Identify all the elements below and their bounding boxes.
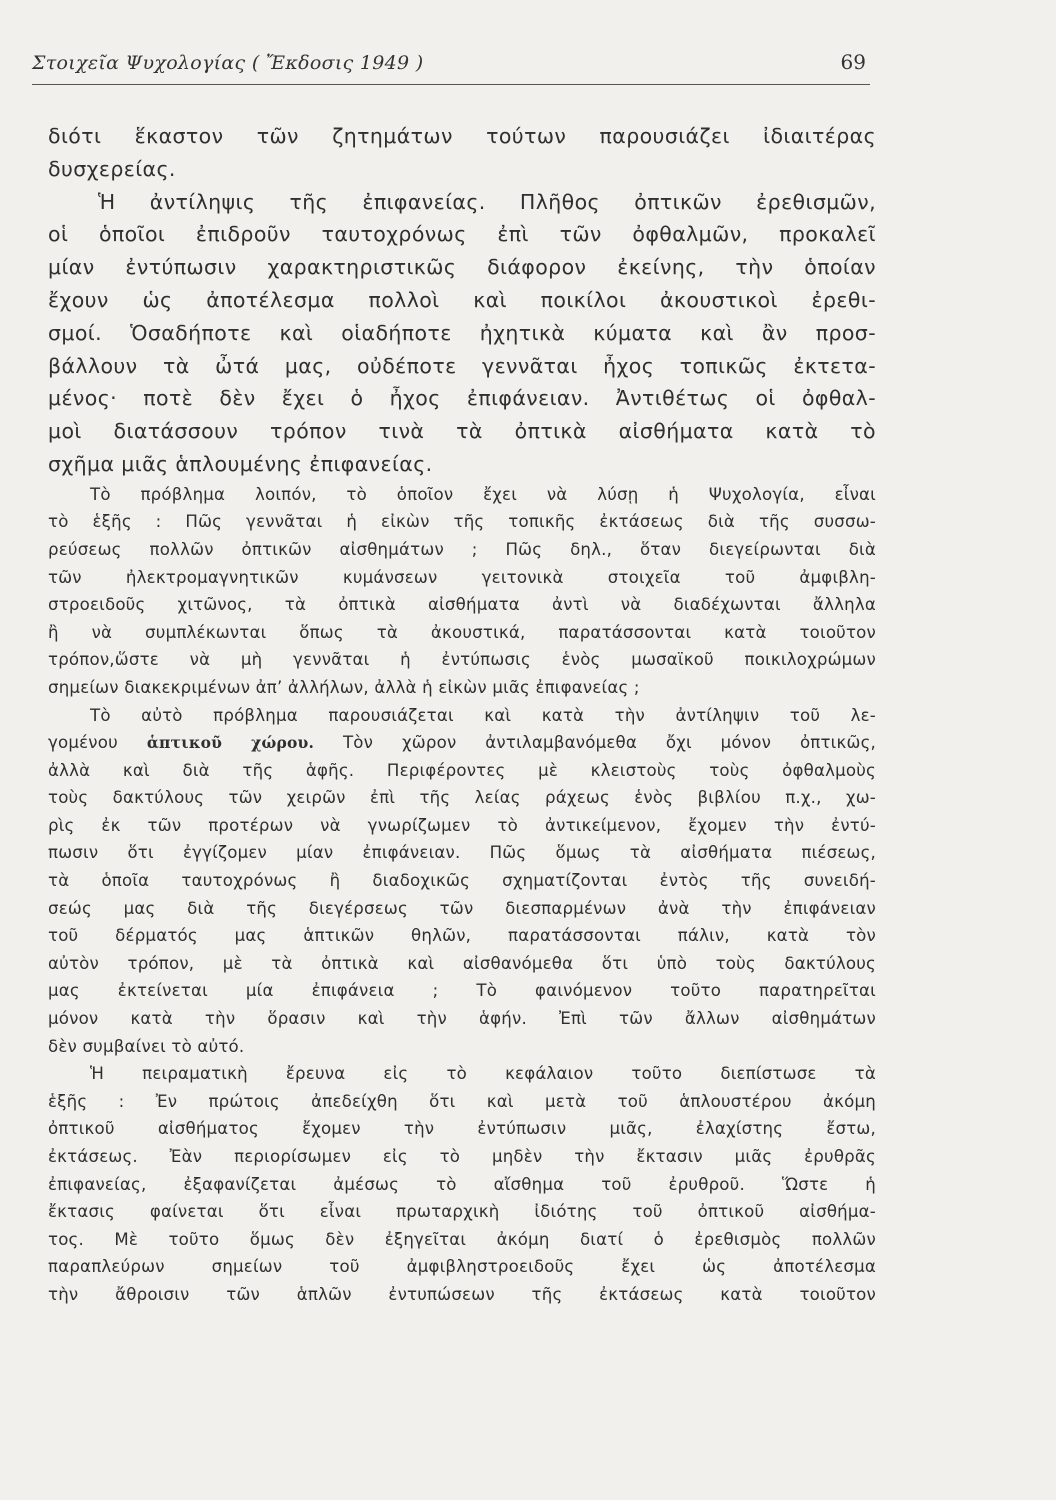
text-line: παραπλεύρων σημείων τοῦ ἀμφιβληστροειδοῦς ἔχει ὡς ἀποτέλεσμα <box>48 1257 876 1277</box>
paragraph-problem <box>48 481 876 702</box>
text-line: ρεύσεως πολλῶν ὀπτικῶν αἰσθημάτων ; Πῶς δηλ., ὅταν διεγείρωνται διὰ <box>48 539 876 559</box>
text-line: μοὶ διατάσσουν τρόπον τινὰ τὰ ὀπτικὰ αἰσθήματα κατὰ τὸ <box>48 419 876 444</box>
text-line: πωσιν ὅτι ἐγγίζομεν μίαν ἐπιφάνειαν. Πῶς ὅμως τὰ αἰσθήματα πιέσεως, <box>48 843 876 863</box>
text-line: ἀλλὰ καὶ διὰ τῆς ἁφῆς. Περιφέροντες μὲ κλειστοὺς τοὺς ὀφθαλμοὺς <box>48 760 876 780</box>
text-line: σεώς μας διὰ τῆς διεγέρσεως τῶν διεσπαρμένων ἀνὰ τὴν ἐπιφάνειαν <box>48 898 876 918</box>
text-line: τοῦ δέρματός μας ἁπτικῶν θηλῶν, παρατάσσονται πάλιν, κατὰ τὸν <box>48 926 876 946</box>
text-fragment: Τὸν χῶρον ἀντιλαμβανόμεθα ὄχι μόνον ὀπτικῶς, <box>342 733 876 753</box>
text-line: διότι ἕκαστον τῶν ζητημάτων τούτων παρουσιάζει ἰδιαιτέρας <box>48 124 876 148</box>
text-line: ἐπιφανείας, ἐξαφανίζεται ἀμέσως τὸ αἴσθημα τοῦ ἐρυθροῦ. Ὥστε ἡ <box>48 1174 876 1194</box>
text-line: δυσχερείας. <box>48 156 176 181</box>
text-line: μένος· ποτὲ δὲν ἔχει ὁ ἦχος ἐπιφάνειαν. Ἀντιθέτως οἱ ὀφθαλ- <box>48 386 876 411</box>
running-header <box>32 46 870 86</box>
text-fragment: γομένου <box>48 733 118 753</box>
page-number: 69 <box>840 50 866 74</box>
text-line: τῶν ἠλεκτρομαγνητικῶν κυμάνσεων γειτονικὰ στοιχεῖα τοῦ ἀμφιβλη- <box>48 567 876 587</box>
text-line <box>48 729 876 757</box>
text-line: σημείων διακεκριμένων ἀπ’ ἀλλήλων, ἀλλὰ ἡ εἰκὼν μιᾶς ἐπιφανείας ; <box>48 677 640 697</box>
paragraph-continuation <box>48 120 876 186</box>
text-line: δὲν συμβαίνει τὸ αὐτό. <box>48 1036 245 1056</box>
text-line: τρόπον,ὥστε νὰ μὴ γεννᾶται ἡ ἐντύπωσις ἑνὸς μωσαϊκοῦ ποικιλοχρώμων <box>48 650 876 670</box>
text-line: ἐκτάσεως. Ἐὰν περιορίσωμεν εἰς τὸ μηδὲν τὴν ἔκτασιν μιᾶς ἐρυθρᾶς <box>48 1147 876 1167</box>
text-line: Τὸ πρόβλημα λοιπόν, τὸ ὁποῖον ἔχει νὰ λύσῃ ἡ Ψυχολογία, εἶναι <box>90 484 876 504</box>
text-line: στροειδοῦς χιτῶνος, τὰ ὀπτικὰ αἰσθήματα ἀντὶ νὰ διαδέχωνται ἄλληλα <box>48 595 876 615</box>
text-line: ρὶς ἐκ τῶν προτέρων νὰ γνωρίζωμεν τὸ ἀντικείμενον, ἔχομεν τὴν ἐντύ- <box>48 815 876 835</box>
running-title: Στοιχεῖα Ψυχολογίας ( Ἔκδοσις 1949 ) <box>32 52 424 74</box>
paragraph-experimental-research <box>48 1060 876 1308</box>
header-rule <box>32 84 870 85</box>
text-line: ἑξῆς : Ἐν πρώτοις ἀπεδείχθη ὅτι καὶ μετὰ τοῦ ἁπλουστέρου ἀκόμη <box>48 1091 876 1111</box>
text-line: Τὸ αὐτὸ πρόβλημα παρουσιάζεται καὶ κατὰ τὴν ἀντίληψιν τοῦ λε- <box>90 705 876 725</box>
emphasized-term: ἁπτικοῦ χώρου. <box>146 733 315 753</box>
text-line: σχῆμα μιᾶς ἁπλουμένης ἐπιφανείας. <box>48 451 433 476</box>
text-line: ἔκτασις φαίνεται ὅτι εἶναι πρωταρχικὴ ἰδιότης τοῦ ὀπτικοῦ αἰσθήμα- <box>48 1202 876 1222</box>
text-line: μίαν ἐντύπωσιν χαρακτηριστικῶς διάφορον ἐκείνης, τὴν ὁποίαν <box>48 255 876 280</box>
paragraph-surface-perception <box>48 186 876 481</box>
text-line: τοὺς δακτύλους τῶν χειρῶν ἐπὶ τῆς λείας ράχεως ἑνὸς βιβλίου π.χ., χω- <box>48 788 876 808</box>
text-line: τὰ ὁποῖα ταυτοχρόνως ἢ διαδοχικῶς σχηματίζονται ἐντὸς τῆς συνειδή- <box>48 871 876 891</box>
text-line: τὸ ἑξῆς : Πῶς γεννᾶται ἡ εἰκὼν τῆς τοπικῆς ἐκτάσεως διὰ τῆς συσσω- <box>48 512 876 532</box>
text-line: οἱ ὁποῖοι ἐπιδροῦν ταυτοχρόνως ἐπὶ τῶν ὀφθαλμῶν, προκαλεῖ <box>48 222 876 247</box>
text-line: τὴν ἄθροισιν τῶν ἁπλῶν ἐντυπώσεων τῆς ἐκτάσεως κατὰ τοιοῦτον <box>48 1284 876 1304</box>
text-line: βάλλουν τὰ ὦτά μας, οὐδέποτε γεννᾶται ἦχος τοπικῶς ἐκτετα- <box>48 353 876 378</box>
text-line: μόνον κατὰ τὴν ὅρασιν καὶ τὴν ἁφήν. Ἐπὶ τῶν ἄλλων αἰσθημάτων <box>48 1009 876 1029</box>
text-line: σμοί. Ὁσαδήποτε καὶ οἱαδήποτε ἠχητικὰ κύματα καὶ ἂν προσ- <box>48 320 876 345</box>
paragraph-tactile-space <box>48 702 876 1061</box>
text-line: μας ἐκτείνεται μία ἐπιφάνεια ; Τὸ φαινόμενον τοῦτο παρατηρεῖται <box>48 981 876 1001</box>
text-line: ἢ νὰ συμπλέκωνται ὅπως τὰ ἀκουστικά, παρατάσσονται κατὰ τοιοῦτον <box>48 622 876 642</box>
text-line: Ἡ ἀντίληψις τῆς ἐπιφανείας. Πλῆθος ὀπτικῶν ἐρεθισμῶν, <box>98 189 876 214</box>
text-line: τος. Μὲ τοῦτο ὅμως δὲν ἐξηγεῖται ἀκόμη διατί ὁ ἐρεθισμὸς πολλῶν <box>48 1229 876 1249</box>
text-line: ὀπτικοῦ αἰσθήματος ἔχομεν τὴν ἐντύπωσιν μιᾶς, ἐλαχίστης ἔστω, <box>48 1119 876 1139</box>
text-line: ἔχουν ὡς ἀποτέλεσμα πολλοὶ καὶ ποικίλοι ἀκουστικοὶ ἐρεθι- <box>48 287 876 312</box>
text-line: Ἡ πειραματικὴ ἔρευνα εἰς τὸ κεφάλαιον τοῦτο διεπίστωσε τὰ <box>90 1064 876 1084</box>
body-text <box>48 120 876 1309</box>
text-line: αὐτὸν τρόπον, μὲ τὰ ὀπτικὰ καὶ αἰσθανόμεθα ὅτι ὑπὸ τοὺς δακτύλους <box>48 953 876 973</box>
